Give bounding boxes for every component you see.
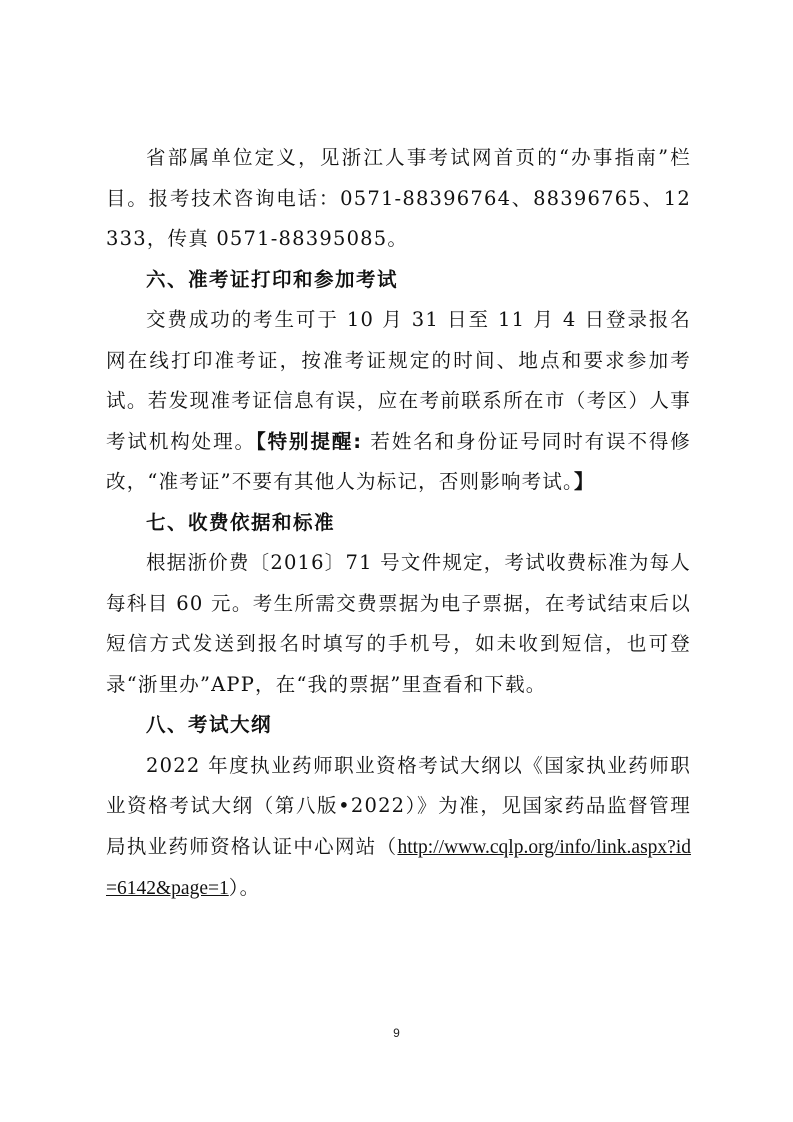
section-6-body: 交费成功的考生可于 10 月 31 日至 11 月 4 日登录报名网在线打印准考证，按准考证规定的时间、地点和要求参加考试。若发现准考证信息有误，应在考前联系所在市（考区）人事考试机构处理。	[106, 308, 691, 453]
notice-label: 特别提醒:	[267, 429, 363, 453]
section-7-heading: 七、收费依据和标准	[146, 510, 336, 534]
notice-close-bracket: 】	[574, 470, 595, 493]
section-7-body: 根据浙价费〔2016〕71 号文件规定，考试收费标准为每人每科目 60 元。考生所需交费票据为电子票据，在考试结束后以短信方式发送到报名时填写的手机号，如未收到短信，也可登录“浙里办”APP，在“我的票据”里查看和下载。	[106, 551, 691, 696]
page-content	[106, 138, 691, 910]
notice-open-bracket: 【	[255, 429, 268, 453]
section-6-heading: 六、准考证打印和参加考试	[146, 267, 399, 291]
syllabus-link[interactable]: http://www.cqlp.org/info/link.aspx?id=6142&page=1	[106, 836, 691, 899]
section-7-paragraph	[106, 543, 691, 705]
section-8-paragraph	[106, 746, 691, 910]
section-8-body-end: ）。	[228, 876, 261, 899]
section-8-heading: 八、考试大纲	[146, 713, 273, 736]
notice-text: 若姓名和身份证号同时有误不得修改，“准考证”不要有其他人为标记，否则影响考试。	[106, 429, 691, 493]
continuation-text: 省部属单位定义，见浙江人事考试网首页的“办事指南”栏目。报考技术咨询电话：0571-88396764、88396765、12333，传真 0571-88395085。	[106, 146, 691, 250]
page-number: 9	[393, 1026, 400, 1040]
section-6-paragraph	[106, 300, 691, 503]
section-8-body: 2022 年度执业药师职业资格考试大纲以《国家执业药师职业资格考试大纲（第八版•2022）》为准，见国家药品监督管理局执业药师资格认证中心网站（	[106, 753, 691, 858]
continuation-paragraph	[106, 138, 691, 260]
